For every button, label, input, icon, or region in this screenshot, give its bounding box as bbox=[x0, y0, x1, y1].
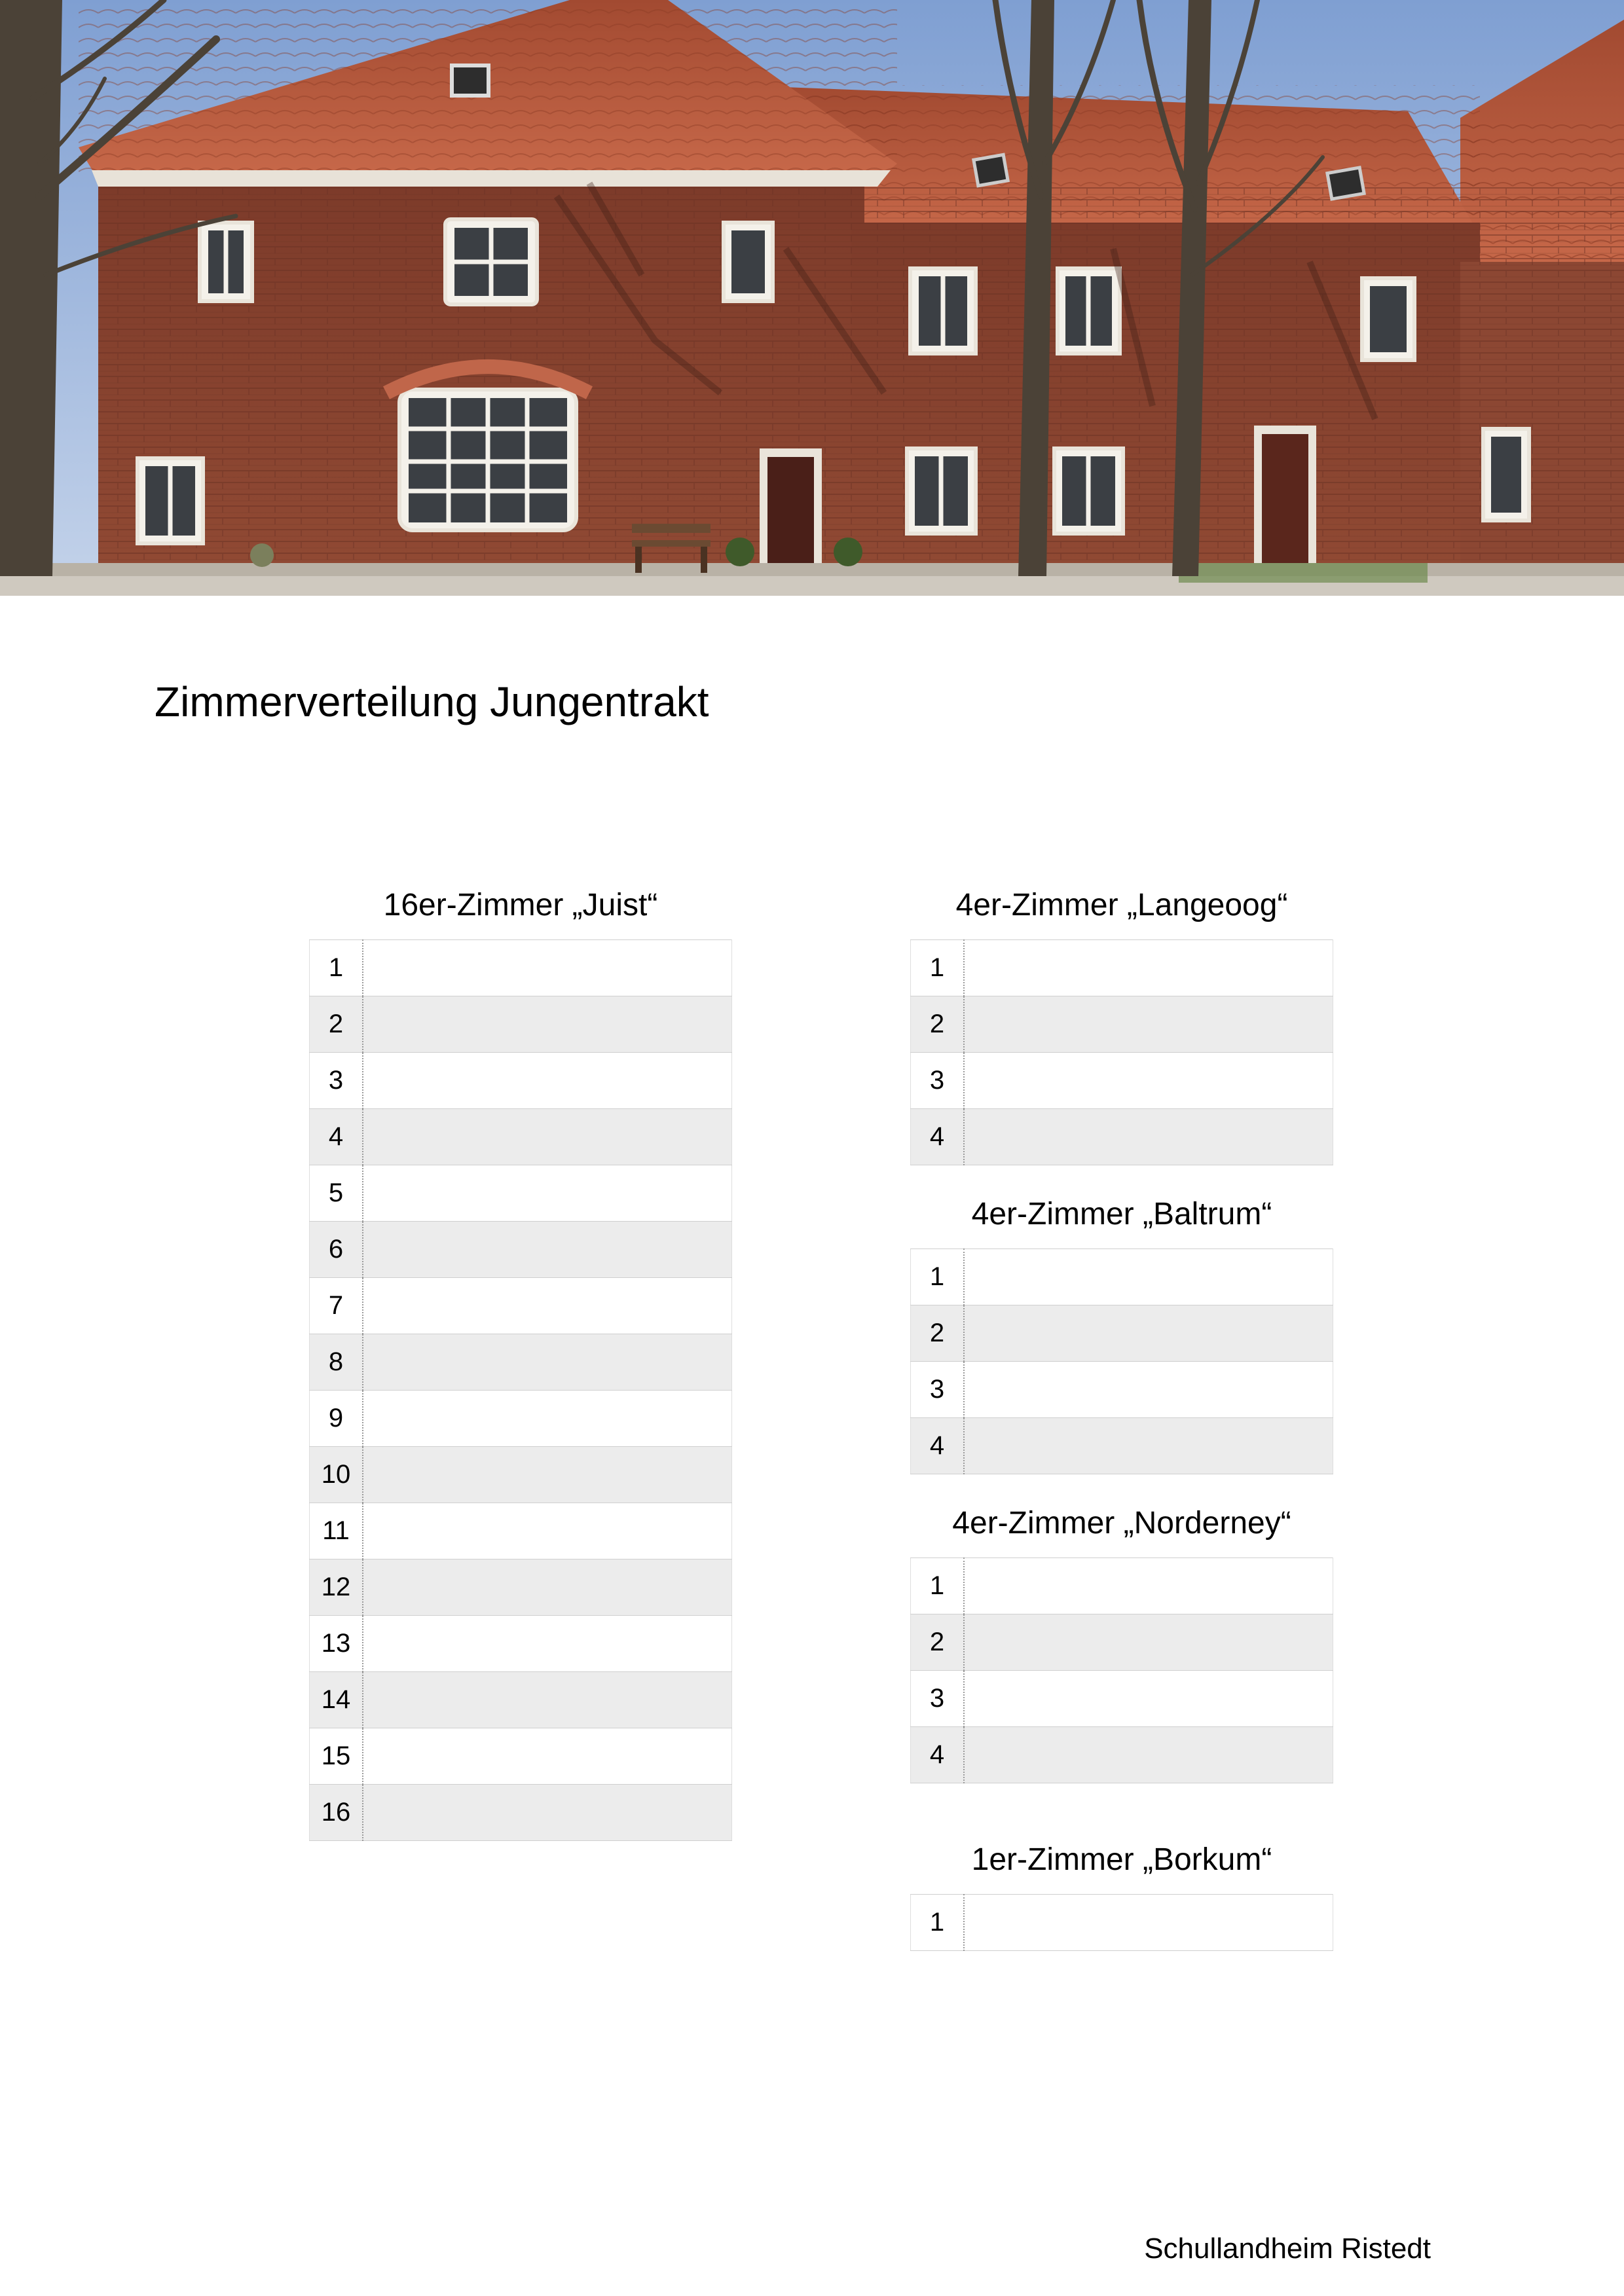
row-number: 7 bbox=[310, 1278, 363, 1334]
room-table bbox=[910, 1558, 1333, 1783]
room-rows bbox=[911, 1895, 1333, 1951]
row-number: 9 bbox=[310, 1391, 363, 1447]
name-cell[interactable] bbox=[363, 1109, 732, 1165]
name-cell[interactable] bbox=[964, 1895, 1333, 1951]
row-number: 4 bbox=[310, 1109, 363, 1165]
name-cell[interactable] bbox=[363, 1391, 732, 1447]
footer-institution: Schullandheim Ristedt bbox=[1144, 2232, 1431, 2265]
table-row bbox=[911, 1418, 1333, 1474]
room-rows bbox=[911, 1249, 1333, 1474]
name-cell[interactable] bbox=[964, 1614, 1333, 1671]
row-number: 1 bbox=[911, 940, 965, 996]
row-number: 3 bbox=[911, 1671, 965, 1727]
row-number: 13 bbox=[310, 1616, 363, 1672]
table-row bbox=[310, 1053, 732, 1109]
room-title: 1er-Zimmer „Borkum“ bbox=[971, 1842, 1272, 1877]
table-row bbox=[911, 940, 1333, 996]
name-cell[interactable] bbox=[964, 996, 1333, 1053]
room-title: 4er-Zimmer „Baltrum“ bbox=[971, 1197, 1272, 1231]
room-table bbox=[910, 1894, 1333, 1951]
table-row bbox=[310, 1447, 732, 1503]
table-row bbox=[310, 1391, 732, 1447]
name-cell[interactable] bbox=[363, 1616, 732, 1672]
name-cell[interactable] bbox=[363, 1559, 732, 1616]
name-cell[interactable] bbox=[363, 1447, 732, 1503]
row-number: 8 bbox=[310, 1334, 363, 1391]
table-row bbox=[310, 1334, 732, 1391]
room-title: 4er-Zimmer „Norderney“ bbox=[952, 1506, 1291, 1540]
row-number: 3 bbox=[911, 1362, 965, 1418]
table-row bbox=[310, 996, 732, 1053]
room-table bbox=[309, 939, 732, 1841]
room-title: 16er-Zimmer „Juist“ bbox=[383, 888, 658, 922]
table-row bbox=[310, 1616, 732, 1672]
row-number: 4 bbox=[911, 1418, 965, 1474]
name-cell[interactable] bbox=[363, 1728, 732, 1785]
table-row bbox=[911, 996, 1333, 1053]
room-table bbox=[910, 939, 1333, 1165]
table-row bbox=[911, 1362, 1333, 1418]
name-cell[interactable] bbox=[363, 1165, 732, 1222]
name-cell[interactable] bbox=[964, 1305, 1333, 1362]
row-number: 15 bbox=[310, 1728, 363, 1785]
table-row bbox=[911, 1558, 1333, 1614]
name-cell[interactable] bbox=[363, 940, 732, 996]
name-cell[interactable] bbox=[363, 1503, 732, 1559]
name-cell[interactable] bbox=[964, 1727, 1333, 1783]
row-number: 1 bbox=[911, 1249, 965, 1305]
row-number: 2 bbox=[310, 996, 363, 1053]
room-rows bbox=[911, 1558, 1333, 1783]
row-number: 3 bbox=[911, 1053, 965, 1109]
table-row bbox=[310, 1109, 732, 1165]
room-table bbox=[910, 1248, 1333, 1474]
room-title: 4er-Zimmer „Langeoog“ bbox=[955, 888, 1288, 922]
row-number: 6 bbox=[310, 1222, 363, 1278]
table-row bbox=[310, 1559, 732, 1616]
name-cell[interactable] bbox=[363, 1278, 732, 1334]
table-row bbox=[911, 1727, 1333, 1783]
table-row bbox=[911, 1249, 1333, 1305]
table-row bbox=[310, 1503, 732, 1559]
name-cell[interactable] bbox=[964, 1558, 1333, 1614]
name-cell[interactable] bbox=[964, 1249, 1333, 1305]
name-cell[interactable] bbox=[964, 1109, 1333, 1165]
row-number: 1 bbox=[310, 940, 363, 996]
table-row bbox=[310, 1785, 732, 1841]
name-cell[interactable] bbox=[964, 1671, 1333, 1727]
row-number: 4 bbox=[911, 1727, 965, 1783]
table-row bbox=[911, 1671, 1333, 1727]
row-number: 1 bbox=[911, 1558, 965, 1614]
table-row bbox=[310, 1278, 732, 1334]
table-row bbox=[310, 1165, 732, 1222]
table-row bbox=[911, 1895, 1333, 1951]
row-number: 14 bbox=[310, 1672, 363, 1728]
row-number: 4 bbox=[911, 1109, 965, 1165]
row-number: 2 bbox=[911, 1614, 965, 1671]
header-photo-school-building bbox=[0, 0, 1624, 596]
name-cell[interactable] bbox=[964, 1362, 1333, 1418]
room-rows bbox=[310, 940, 732, 1841]
table-row bbox=[911, 1109, 1333, 1165]
table-row bbox=[911, 1614, 1333, 1671]
row-number: 2 bbox=[911, 1305, 965, 1362]
name-cell[interactable] bbox=[363, 1672, 732, 1728]
name-cell[interactable] bbox=[363, 1053, 732, 1109]
row-number: 16 bbox=[310, 1785, 363, 1841]
name-cell[interactable] bbox=[363, 1222, 732, 1278]
row-number: 10 bbox=[310, 1447, 363, 1503]
document-title: Zimmerverteilung Jungentrakt bbox=[155, 678, 709, 725]
name-cell[interactable] bbox=[363, 1334, 732, 1391]
table-row bbox=[310, 1222, 732, 1278]
table-row bbox=[911, 1053, 1333, 1109]
row-number: 5 bbox=[310, 1165, 363, 1222]
table-row bbox=[310, 940, 732, 996]
name-cell[interactable] bbox=[363, 996, 732, 1053]
row-number: 1 bbox=[911, 1895, 965, 1951]
name-cell[interactable] bbox=[964, 1418, 1333, 1474]
row-number: 12 bbox=[310, 1559, 363, 1616]
room-rows bbox=[911, 940, 1333, 1165]
row-number: 3 bbox=[310, 1053, 363, 1109]
table-row bbox=[310, 1672, 732, 1728]
name-cell[interactable] bbox=[964, 1053, 1333, 1109]
table-row bbox=[310, 1728, 732, 1785]
row-number: 11 bbox=[310, 1503, 363, 1559]
name-cell[interactable] bbox=[363, 1785, 732, 1841]
row-number: 2 bbox=[911, 996, 965, 1053]
table-row bbox=[911, 1305, 1333, 1362]
name-cell[interactable] bbox=[964, 940, 1333, 996]
